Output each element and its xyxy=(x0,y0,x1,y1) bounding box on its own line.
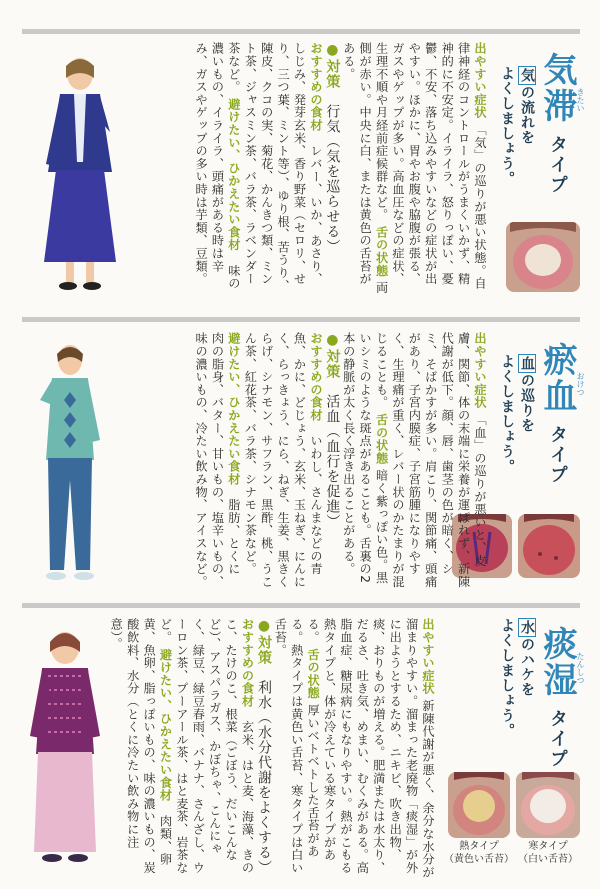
foods-label: おすすめの食材 xyxy=(308,42,323,132)
tongue-text: 暗く紫っぽい色。黒いシミのような斑点があることも。舌裏の2本の静脈が太く長く浮き出ることがある。 xyxy=(341,332,389,585)
section-title xyxy=(533,626,582,769)
caption-cold: 寒タイプ （白い舌苔） xyxy=(518,841,578,865)
type-label: タイプ xyxy=(547,425,568,486)
symptoms-label: 出やすい症状 xyxy=(473,332,487,409)
subtitle: 水のハケを よくしましょう。 xyxy=(499,618,535,738)
symptoms-text: 新陳代謝が悪く、余分な水分が溜まりやすい。溜まった老廃物「痰湿」が外に出ようとするため、ニキビ、吹き出物、痰、おりものが増える。肥満または水太り、だるさ、吐き気、めまい、むくみがある。高脂血症、糖尿病にもなりやすい。熱がこもる熱タイプと、体が冷えている寒タイプがある。 xyxy=(306,618,435,879)
tongue-photo-cold xyxy=(516,772,580,838)
taisaku-prefix: ●対策 xyxy=(324,332,341,379)
body-text xyxy=(102,332,488,588)
title-kanji: 瘀血 xyxy=(537,342,577,414)
woman-illustration xyxy=(30,52,130,292)
section-oketsu xyxy=(0,318,600,600)
foods-text: 玄米、はと麦、海藻、きのこ、たけのこ、根菜（ごぼう、だいこんなど）、アスパラガス、かぼちゃ、こんにゃく、緑豆、緑豆春雨、バナナ、さんざし、ウーロン茶、プーアール茶、はと麦茶、岩茶など。 xyxy=(158,618,255,875)
foods-text: レバー、いか、あさり、しじみ、発芽玄米、香り野菜（セロリ、せり、三つ葉、ミント等）、ゆり根、苦うり、陳皮、クコの実、菊花、かんきつ類、ミント茶、ジャスミン茶、バラ茶、ラベンダー茶など。 xyxy=(226,42,323,292)
taisaku-text: 活血（血行を促進） xyxy=(324,394,341,529)
avoid-text: 肉類、卵黄、魚卵、脂っぽいもの、味の濃いもの、炭酸飲料、水分（とくに冷たい飲み物に注意）。 xyxy=(109,618,173,874)
symptoms-label: 出やすい症状 xyxy=(421,618,435,695)
avoid-label: 避けたい、ひかえたい食材 xyxy=(226,332,241,486)
avoid-label: 避けたい、ひかえたい食材 xyxy=(158,648,173,802)
body-text xyxy=(158,42,488,297)
subtitle-key: 気 xyxy=(519,68,535,83)
caption-hot: 熱タイプ （黄色い舌苔） xyxy=(444,841,514,865)
type-label: タイプ xyxy=(547,709,568,770)
symptoms-text: 「気」の巡りが悪い状態。自律神経のコントロールがうまくいかず、精神的に不安定。イライラ、怒りっぽい、憂鬱、不安、落ち込みやすいなどの症状が出やすい。ほかに、胃やお腹や脇腹が張る、ガスやゲップが多い。高血圧などの症状、生理不順や月経前症候群など。 xyxy=(374,42,487,290)
section-title xyxy=(533,52,582,195)
tongue-label: 舌の状態 xyxy=(374,413,389,465)
title-kanji: 気滞 xyxy=(537,52,577,124)
title-ruby: たんしつ xyxy=(576,652,585,684)
subtitle-key: 水 xyxy=(519,620,535,635)
title-ruby: きたい xyxy=(576,88,585,112)
symptoms-label: 出やすい症状 xyxy=(473,42,487,119)
foods-text: いわし、さんまなどの青魚、かに、どじょう、玄米、玉ねぎ、にんにく、らっきょう、にら、ねぎ、生姜、黒きくらげ、シナモン、サフラン、黒酢、桃、うこん茶、紅花茶、バラ茶、シナモン茶など。 xyxy=(243,332,323,588)
taisaku-prefix: ●対策 xyxy=(324,42,341,89)
avoid-text: 脂肪、とくに肉の脂身、バター、甘いもの、塩辛いもの、味の濃いもの、冷たい飲み物、アイスなど。 xyxy=(194,332,241,588)
title-ruby: おけつ xyxy=(576,372,585,396)
tongue-photo xyxy=(518,514,580,578)
taisaku-text: 利水（水分代謝をよくする） xyxy=(255,680,272,875)
tongue-text: 厚いベトベトした舌苔がある。熱タイプは黄色い舌苔、寒タイプは白い舌苔。 xyxy=(273,618,321,874)
section-kitai xyxy=(0,0,600,310)
type-label: タイプ xyxy=(547,135,568,196)
foods-label: おすすめの食材 xyxy=(240,618,255,708)
woman-illustration xyxy=(20,626,110,876)
section-tanshitsu xyxy=(0,604,600,889)
symptoms-text: 「血」の巡りが悪いと、皮膚、関節、体の末端に栄養が運ばれず、新陳代謝が低下。顔、唇、歯茎の色が暗く、シミ、そばかすが多い。肩こり、関節痛、頭痛があり、子宮内膜症、子宮筋腫になりやすく、生理痛が重く、レバー状のかたまりが混じることも。 xyxy=(374,332,487,588)
subtitle: 血の巡りを よくしましょう。 xyxy=(499,354,535,474)
taisaku-text: 行気（気を巡らせる） xyxy=(324,104,341,254)
subtitle: 気の流れを よくしましょう。 xyxy=(499,66,535,186)
tongue-label: 舌の状態 xyxy=(374,225,389,277)
tongue-text: 両側が赤い。中央に白、または黄色の舌苔がある。 xyxy=(341,42,389,295)
subtitle-key: 血 xyxy=(519,356,535,371)
avoid-label: 避けたい、ひかえたい食材 xyxy=(226,97,241,252)
section-title xyxy=(533,342,582,485)
body-text xyxy=(102,618,436,880)
title-kanji: 痰湿 xyxy=(537,626,577,698)
avoid-text: 味の濃いもの、イライラ、頭痛がある時は辛み、ガスやゲップの多い時は芋類、豆類。 xyxy=(194,42,241,290)
taisaku-prefix: ●対策 xyxy=(255,618,272,665)
tongue-photo xyxy=(506,222,580,292)
foods-label: おすすめの食材 xyxy=(308,332,323,422)
tongue-photo-hot xyxy=(448,772,510,838)
tongue-label: 舌の状態 xyxy=(306,648,321,700)
woman-illustration xyxy=(30,340,110,590)
